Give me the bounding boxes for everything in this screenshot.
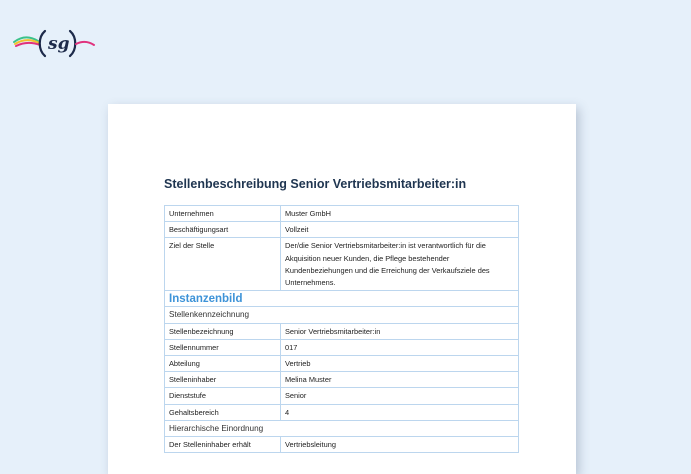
subsection-title: Stellenkennzeichnung [165, 307, 519, 323]
row-label: Ziel der Stelle [165, 238, 281, 291]
table-row [165, 388, 519, 404]
row-value: Vertrieb [281, 356, 519, 372]
row-value: Senior Vertriebsmitarbeiter:in [281, 323, 519, 339]
row-value: Vertriebsleitung [281, 437, 519, 453]
row-label: Beschäftigungsart [165, 222, 281, 238]
row-value: Melina Muster [281, 372, 519, 388]
table-row [165, 323, 519, 339]
table-row [165, 222, 519, 238]
table-row [165, 238, 519, 291]
row-value: Senior [281, 388, 519, 404]
row-label: Stellennummer [165, 339, 281, 355]
row-label: Unternehmen [165, 206, 281, 222]
sg-logo [12, 22, 96, 62]
row-label: Dienststufe [165, 388, 281, 404]
row-value: 017 [281, 339, 519, 355]
subsection-title-row [165, 307, 519, 323]
row-label: Stellenbezeichnung [165, 323, 281, 339]
row-value: Muster GmbH [281, 206, 519, 222]
row-label: Stelleninhaber [165, 372, 281, 388]
document-page [108, 104, 576, 474]
table-row [165, 437, 519, 453]
row-value: 4 [281, 404, 519, 420]
subsection-title-row [165, 420, 519, 436]
row-label: Abteilung [165, 356, 281, 372]
table-row [165, 404, 519, 420]
row-label: Gehaltsbereich [165, 404, 281, 420]
row-label: Der Stelleninhaber erhält [165, 437, 281, 453]
document-title: Stellenbeschreibung Senior Vertriebsmitarbeiter:in [164, 177, 467, 191]
table-row [165, 372, 519, 388]
row-value: Vollzeit [281, 222, 519, 238]
logo-text: sg [48, 34, 70, 54]
table-row [165, 356, 519, 372]
subsection-title: Hierarchische Einordnung [165, 420, 519, 436]
table-row [165, 206, 519, 222]
section-title: Instanzenbild [165, 291, 519, 307]
row-value: Der/die Senior Vertriebsmitarbeiter:in ist verantwortlich für die Akquisition neuer Kunden, die Pflege bestehender Kundenbeziehungen und die Erreichung der Verkaufsziele des Unternehmens. [281, 238, 519, 291]
job-info-table [164, 205, 519, 453]
table-row [165, 339, 519, 355]
section-title-row [165, 291, 519, 307]
sg-logo-mark [12, 22, 96, 62]
